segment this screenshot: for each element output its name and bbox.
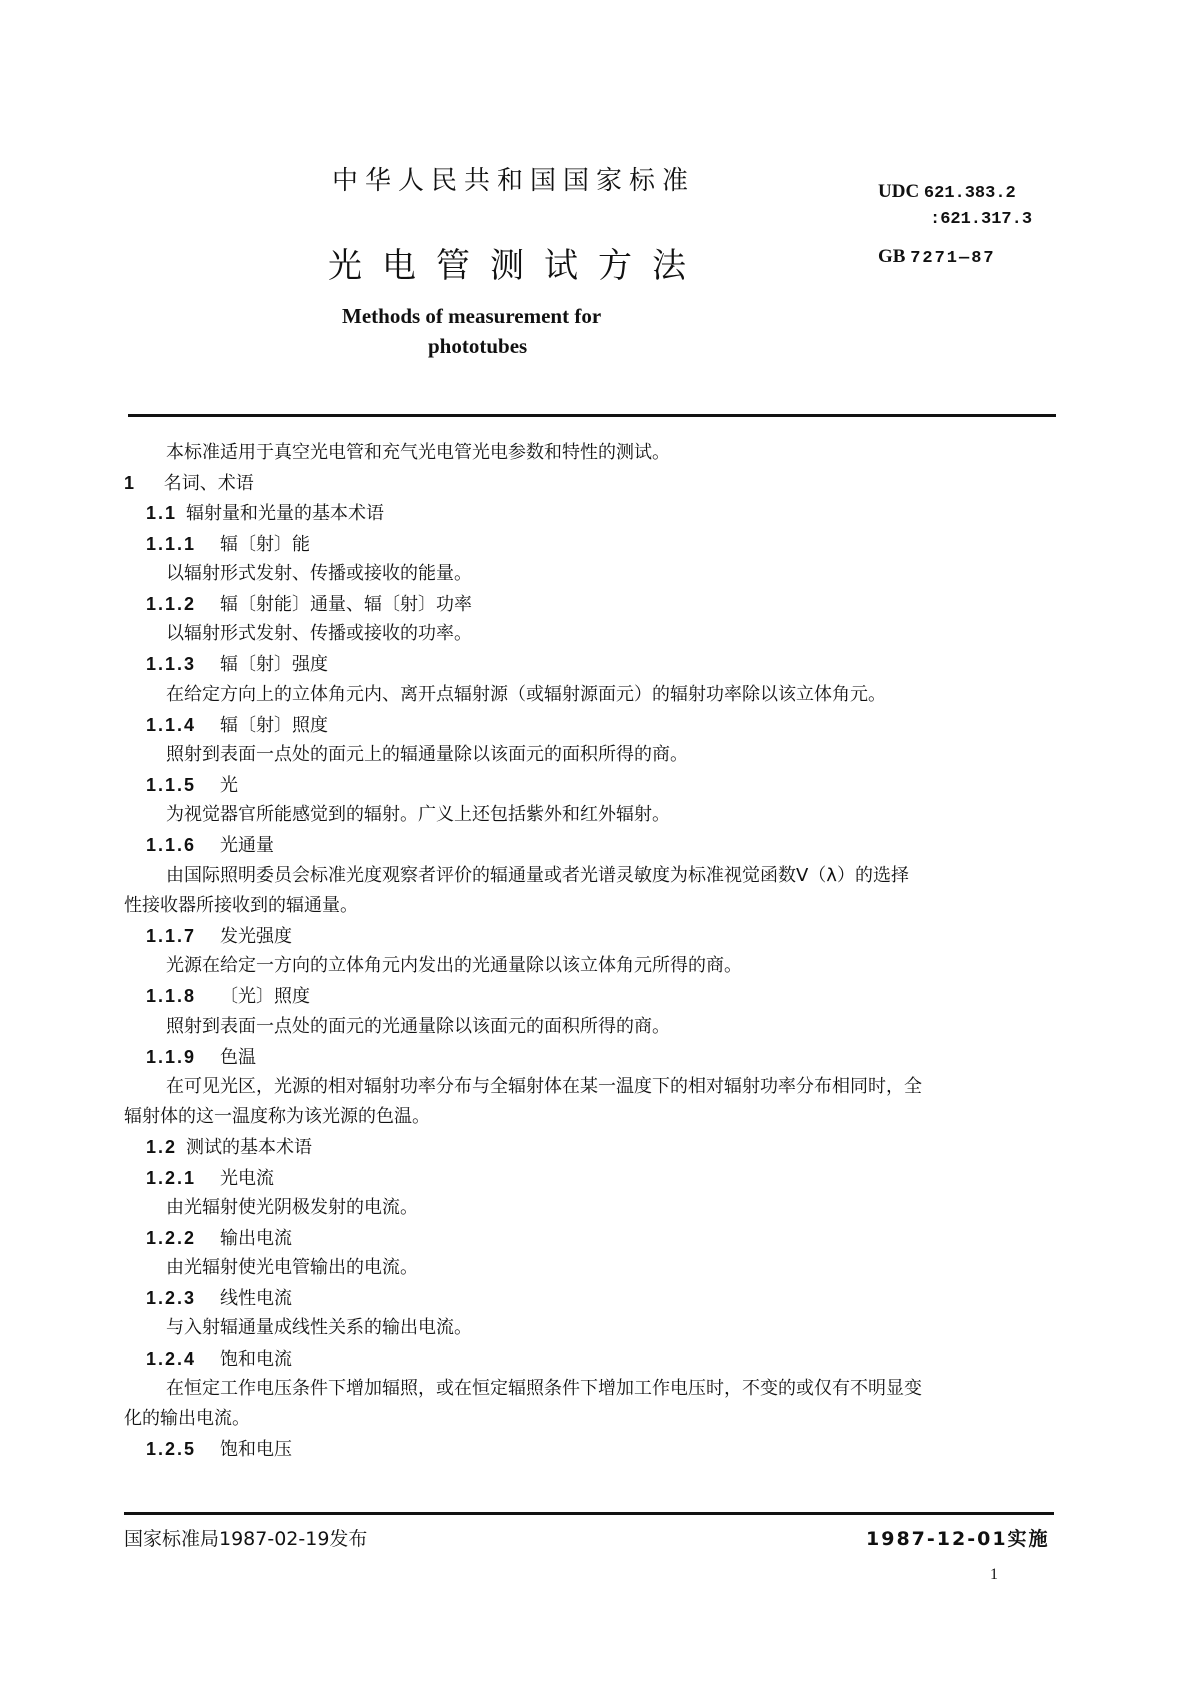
page-number: 1 [990,1566,998,1583]
paragraph-line: 以辐射形式发射、传播或接收的功率。 [166,623,472,645]
section-heading [124,1132,1054,1162]
section-number: 1.1.5 [146,775,197,796]
paragraph-line: 由光辐射使光阴极发射的电流。 [166,1196,418,1218]
section-heading [124,921,1054,951]
intro-paragraph: 本标准适用于真空光电管和充气光电管光电参数和特性的测试。 [166,442,670,463]
chapter-heading [124,468,1054,498]
udc-code-2: :621.317.3 [930,210,1033,229]
udc-code-1: 621.383.2 [923,184,1016,203]
section-heading [124,589,1054,619]
section-title: 饱和电流 [220,1348,292,1370]
section-number: 1.1.3 [146,654,197,675]
paragraph-line: 由光辐射使光电管输出的电流。 [166,1257,418,1279]
section-title: 输出电流 [220,1227,292,1249]
section-title: 色温 [220,1046,256,1068]
header-divider [128,414,1056,417]
section-heading [124,770,1054,800]
paragraph-line: 照射到表面一点处的面元上的辐通量除以该面元的面积所得的商。 [166,743,688,765]
section-number: 1.1.7 [146,926,197,946]
section-heading [124,1042,1054,1072]
section-title: 发光强度 [220,926,292,947]
section-number: 1.1.8 [146,986,197,1007]
section-title: 测试的基本术语 [186,1137,312,1159]
footer-divider [124,1512,1054,1515]
section-number: 1.1.9 [146,1046,197,1067]
section-number: 1.1 [146,503,178,524]
paragraph-line: 在给定方向上的立体角元内、离开点辐射源（或辐射源面元）的辐射功率除以该立体角元。 [166,683,886,705]
chapter-title: 名词、术语 [163,473,254,495]
section-heading [124,498,1054,528]
paragraph-line: 在恒定工作电压条件下增加辐照，或在恒定辐照条件下增加工作电压时，不变的或仅有不明显变 [166,1377,922,1399]
sections-list [124,498,1054,1464]
effective-date: 1987-12-01实施 [866,1528,1050,1550]
chapter-number: 1 [124,473,137,494]
udc-label: UDC [878,181,920,202]
section-title: 光通量 [220,835,274,857]
section-title: 辐〔射〕能 [220,533,310,555]
section-title: 光电流 [220,1167,274,1189]
paragraph-line: 辐射体的这一温度称为该光源的色温。 [124,1106,430,1128]
document-title-en-line1: Methods of measurement for [342,304,602,328]
section-number: 1.1.1 [146,533,197,554]
section-heading [124,981,1054,1011]
paragraph-line: 以辐射形式发射、传播或接收的能量。 [166,562,472,584]
gb-label: GB [878,246,906,267]
paragraph-line: 性接收器所接收到的辐通量。 [124,894,358,916]
section-title: 〔光〕照度 [220,986,310,1008]
section-heading [124,1223,1054,1253]
paragraph-line: 为视觉器官所能感觉到的辐射。广义上还包括紫外和红外辐射。 [166,804,670,826]
paragraph-line: 由国际照明委员会标准光度观察者评价的辐通量或者光谱灵敏度为标准视觉函数V（λ）的选择 [166,864,909,886]
paragraph-line: 在可见光区，光源的相对辐射功率分布与全辐射体在某一温度下的相对辐射功率分布相同时，全 [166,1075,922,1097]
section-heading [124,649,1054,679]
section-number: 1.2.5 [146,1439,197,1460]
paragraph-line: 与入射辐通量成线性关系的输出电流。 [166,1317,472,1339]
document-title-cn: 光电管测试方法 [328,246,706,286]
section-number: 1.1.6 [146,835,197,856]
paragraph-line: 光源在给定一方向的立体角元内发出的光通量除以该立体角元所得的商。 [166,955,742,977]
paragraph-line: 化的输出电流。 [124,1408,250,1429]
national-standard-heading: 中华人民共和国国家标准 [332,166,696,196]
gb-standard-number [878,246,996,268]
udc-classification [878,180,1032,232]
section-number: 1.2.4 [146,1348,197,1369]
section-number: 1.2 [146,1137,178,1158]
section-title: 辐〔射〕照度 [220,714,328,736]
section-title: 光 [220,775,238,797]
document-title-en-line2: phototubes [428,334,528,358]
section-title: 饱和电压 [220,1439,292,1461]
section-number: 1.1.4 [146,714,197,735]
section-title: 辐〔射〕强度 [220,654,328,676]
issue-date: 国家标准局1987-02-19发布 [124,1528,368,1550]
gb-code: 7271—87 [910,249,996,268]
section-heading [124,710,1054,740]
paragraph-line: 照射到表面一点处的面元的光通量除以该面元的面积所得的商。 [166,1015,670,1037]
section-heading [124,529,1054,559]
document-body [124,438,1054,1464]
section-number: 1.2.3 [146,1288,197,1309]
section-heading [124,1163,1054,1193]
section-title: 辐〔射能〕通量、辐〔射〕功率 [220,593,472,615]
section-heading [124,830,1054,860]
section-heading [124,1283,1054,1313]
section-number: 1.2.1 [146,1167,197,1188]
section-heading [124,1434,1054,1464]
section-title: 线性电流 [220,1288,292,1310]
section-title: 辐射量和光量的基本术语 [186,503,384,525]
section-number: 1.2.2 [146,1227,197,1248]
section-number: 1.1.2 [146,593,197,614]
section-heading [124,1344,1054,1374]
